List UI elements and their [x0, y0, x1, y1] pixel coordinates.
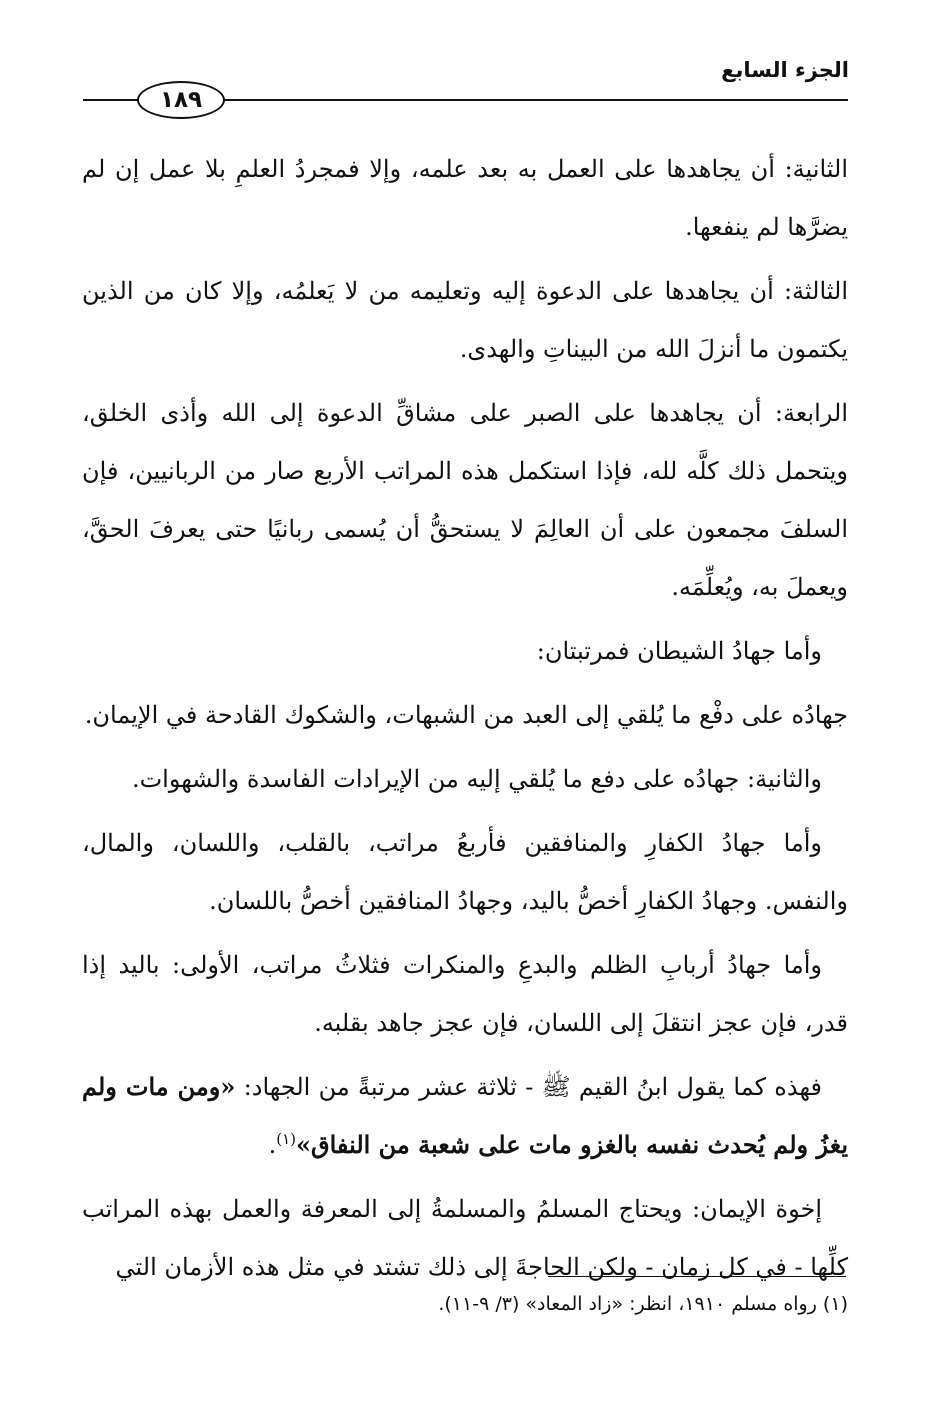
paragraph: وأما جهادُ الكفارِ والمنافقين فأربعُ مراتب، بالقلب، واللسان، والمال، والنفس. وجهادُ الكفارِ أخصُّ باليد، وجهادُ المنافقين أخصُّ باللسان. — [82, 829, 848, 915]
footnote-rule — [548, 1276, 846, 1277]
paragraph: والثانية: جهادُه على دفع ما يُلقي إليه من الإيرادات الفاسدة والشهوات. — [131, 765, 822, 793]
paragraph: الثالثة: أن يجاهدها على الدعوة إليه وتعليمه من لا يَعلمُه، وإلا كان من الذين يكتمون ما أنزلَ الله من البيناتِ والهدى. — [82, 277, 848, 363]
paragraph: الثانية: أن يجاهدها على العمل به بعد علمه، وإلا فمجردُ العلمِ بلا عمل إن لم يضرَّها لم ينفعها. — [82, 155, 848, 241]
paragraph: الرابعة: أن يجاهدها على الصبر على مشاقِّ الدعوة إلى الله وأذى الخلق، ويتحمل ذلك كلَّه لله، فإذا استكمل هذه المراتب الأربع صار من الربانيين، فإن السلفَ مجمعون على أن العالِمَ لا يستحقُّ أن يُسمى ربانيًا حتى يعرفَ الحقَّ، ويعملَ به، ويُعلِّمَه. — [82, 399, 848, 601]
paragraph-text: فهذه كما يقول ابنُ القيم ﷺ - ثلاثة عشر مرتبةً من الجهاد: — [235, 1073, 823, 1101]
paragraph: جهادُه على دفْع ما يُلقي إلى العبد من الشبهات، والشكوك القادحة في الإيمان. — [84, 701, 848, 729]
footnote-reference: (١) — [276, 1130, 296, 1148]
page-number-badge: ١٨٩ — [137, 81, 225, 119]
paragraph: إخوة الإيمان: ويحتاج المسلمُ والمسلمةُ إلى المعرفة والعمل بهذه المراتب كلِّها - في كل زمان - ولكن الحاجةَ إلى ذلك تشتد في مثل هذه الأزمان التي — [82, 1195, 848, 1281]
paragraph-end: . — [268, 1131, 277, 1159]
running-head: الجزء السابع — [721, 58, 849, 82]
paragraph: وأما جهادُ أربابِ الظلم والبدعِ والمنكرات فثلاثُ مراتب، الأولى: باليد إذا قدر، فإن عجز انتقلَ إلى اللسان، فإن عجز جاهد بقلبه. — [82, 951, 848, 1037]
hadith-quote: «ومن مات ولم يغزُ ولم يُحدث نفسه بالغزو مات على شعبة من النفاق» — [82, 1072, 848, 1159]
paragraph — [82, 1058, 848, 1174]
paragraph: وأما جهادُ الشيطان فمرتبتان: — [536, 637, 822, 665]
footnote: (١) رواه مسلم ١٩١٠، انظر: «زاد المعاد» (٣/ ٩-١١). — [438, 1293, 848, 1315]
body-text — [82, 140, 848, 1302]
